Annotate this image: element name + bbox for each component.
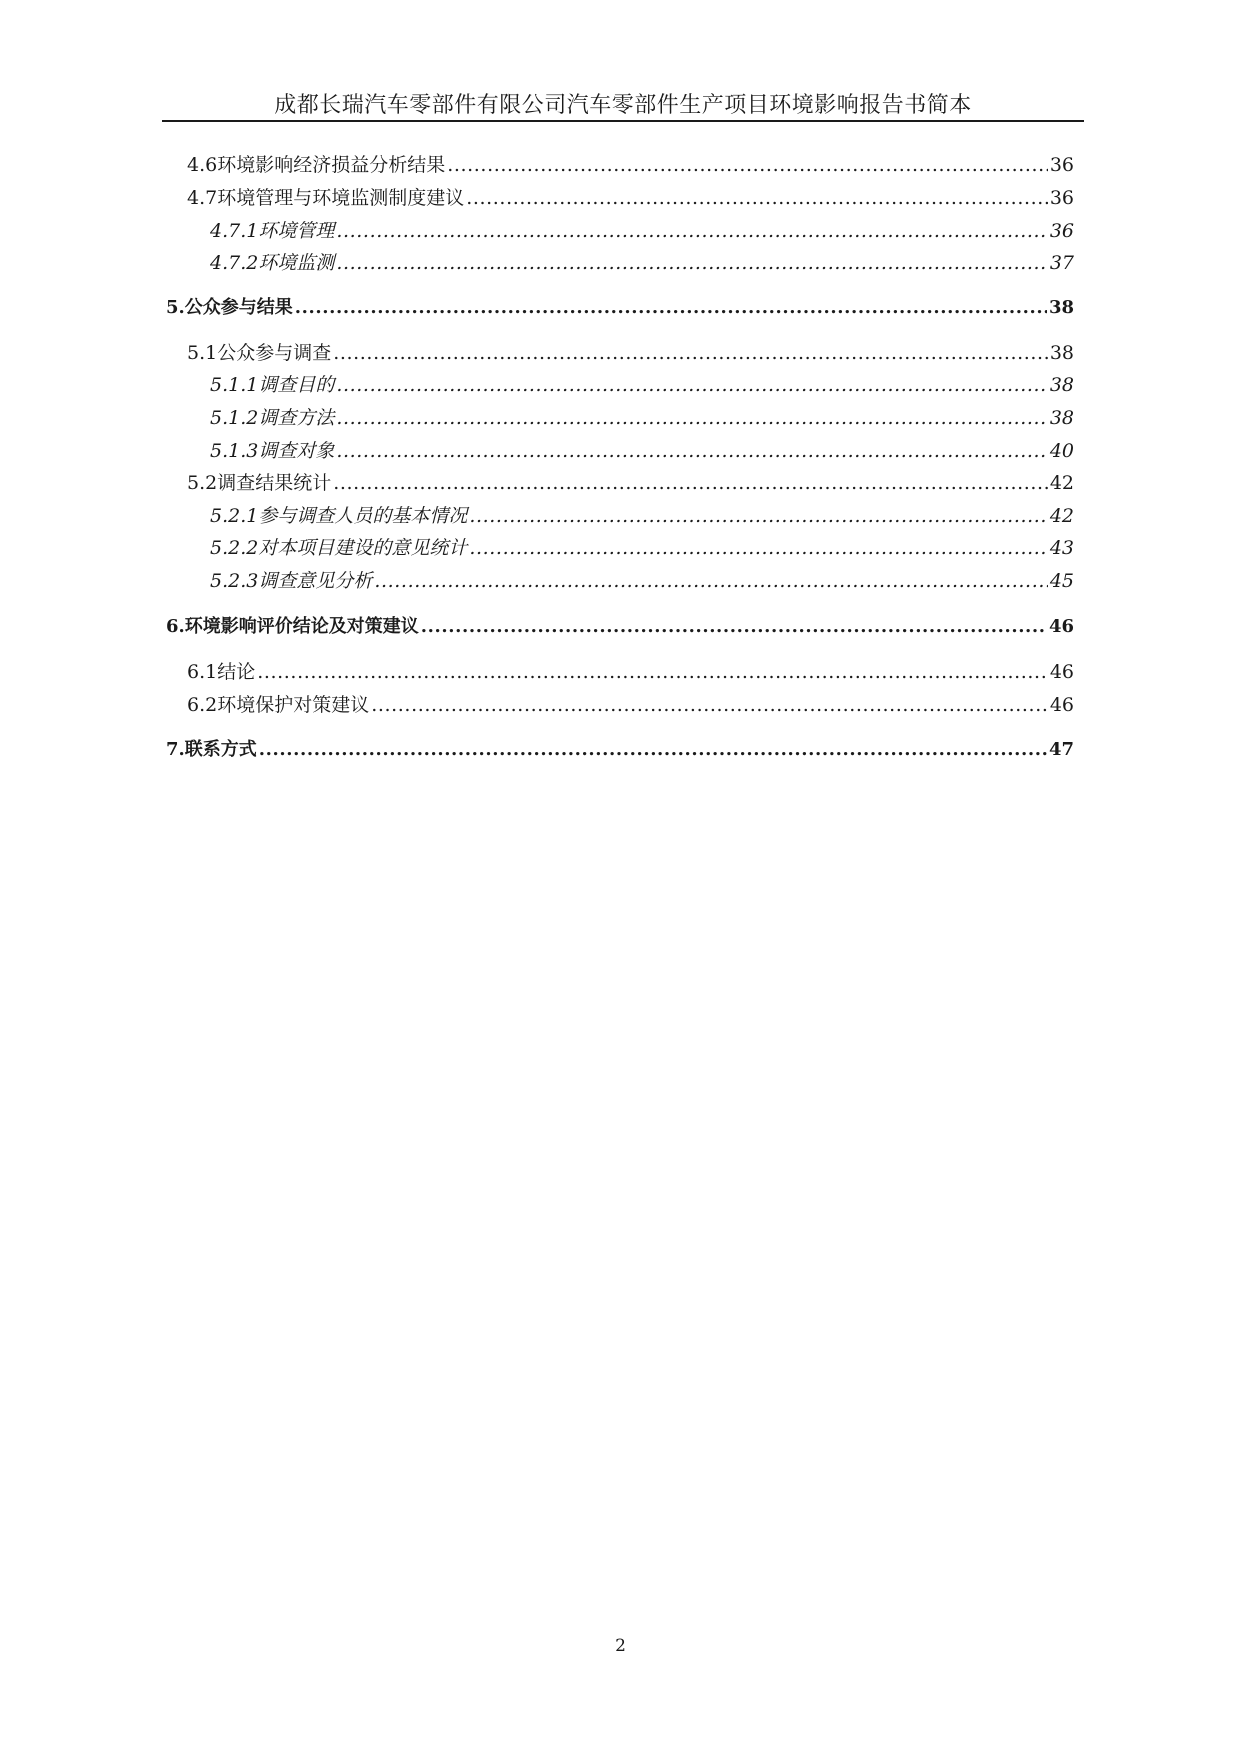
toc-entry-number: 6.1 [187,661,218,683]
toc-entry-page: 36 [1049,154,1074,176]
toc-entry-5-2-3[interactable] [210,569,1074,593]
toc-entry-page: 38 [1049,342,1074,364]
toc-leader-dots [336,373,1047,397]
toc-entry-page: 38 [1049,407,1074,429]
toc-entry-title: 公众参与结果 [184,297,293,318]
toc-entry-page: 43 [1049,537,1074,559]
toc-entry-number: 5.2.3 [210,570,259,592]
toc-entry-title: 环境管理 [258,220,335,242]
toc-entry-5-1-3[interactable] [210,439,1074,463]
toc-entry-title: 环境保护对策建议 [217,694,370,716]
toc-leader-dots [469,504,1047,528]
toc-entry-page: 37 [1049,252,1074,274]
toc-entry-title: 调查对象 [258,440,335,462]
toc-entry-4-7-2[interactable] [210,251,1074,275]
toc-entry-7[interactable] [166,738,1074,762]
toc-entry-4-7-1[interactable] [210,219,1074,243]
running-header: 成都长瑞汽车零部件有限公司汽车零部件生产项目环境影响报告书简本 [274,93,972,118]
toc-entry-title: 调查方法 [258,407,335,429]
toc-entry-4-6[interactable] [187,153,1074,177]
toc-entry-page: 36 [1049,187,1074,209]
toc-entry-page: 38 [1048,297,1074,318]
header-rule [162,120,1084,122]
toc-leader-dots [333,471,1048,495]
toc-leader-dots [336,406,1047,430]
toc-entry-6-2[interactable] [187,693,1074,717]
toc-entry-title: 调查目的 [258,374,335,396]
toc-entry-number: 4.7.2 [210,252,259,274]
toc-entry-title: 联系方式 [184,739,257,760]
toc-leader-dots [371,693,1048,717]
toc-entry-page: 46 [1049,694,1074,716]
toc-entry-number: 5.2.1 [210,505,259,527]
toc-entry-title: 调查结果统计 [217,472,332,494]
toc-entry-title: 环境影响评价结论及对策建议 [184,616,419,637]
toc-entry-5-2-2[interactable] [210,536,1074,560]
toc-entry-number: 5. [166,297,185,318]
toc-entry-6-1[interactable] [187,660,1074,684]
toc-entry-title: 调查意见分析 [258,570,373,592]
toc-entry-number: 5.2.2 [210,537,259,559]
toc-entry-5-2-1[interactable] [210,504,1074,528]
toc-leader-dots [336,219,1047,243]
toc-entry-page: 42 [1049,472,1074,494]
toc-leader-dots [295,296,1047,320]
toc-entry-title: 结论 [217,661,256,683]
toc-entry-title: 环境监测 [258,252,335,274]
toc-entry-page: 46 [1049,661,1074,683]
toc-entry-number: 5.1 [187,342,218,364]
toc-entry-title: 公众参与调查 [217,342,332,364]
toc-leader-dots [469,536,1047,560]
toc-entry-title: 参与调查人员的基本情况 [258,505,468,527]
toc-leader-dots [333,341,1048,365]
toc-entry-number: 4.6 [187,154,218,176]
toc-leader-dots [336,439,1047,463]
toc-entry-5-1-2[interactable] [210,406,1074,430]
toc-leader-dots [447,153,1048,177]
toc-entry-5-1[interactable] [187,341,1074,365]
toc-entry-number: 6.2 [187,694,218,716]
toc-entry-number: 7. [166,739,185,760]
toc-entry-6[interactable] [166,615,1074,639]
toc-entry-4-7[interactable] [187,186,1074,210]
toc-leader-dots [421,615,1047,639]
toc-entry-title: 环境影响经济损益分析结果 [217,154,446,176]
toc-entry-5-2[interactable] [187,471,1074,495]
toc-entry-page: 47 [1048,739,1074,760]
toc-entry-number: 5.2 [187,472,218,494]
toc-entry-title: 环境管理与环境监测制度建议 [217,187,465,209]
toc-entry-number: 4.7 [187,187,218,209]
toc-entry-5-1-1[interactable] [210,373,1074,397]
toc-entry-page: 36 [1049,220,1074,242]
toc-entry-page: 42 [1049,505,1074,527]
toc-entry-page: 45 [1049,570,1074,592]
toc-leader-dots [466,186,1048,210]
toc-entry-number: 6. [166,616,185,637]
toc-leader-dots [257,660,1048,684]
toc-entry-title: 对本项目建设的意见统计 [258,537,468,559]
toc-entry-number: 5.1.2 [210,407,259,429]
page-number: 2 [615,1636,626,1656]
toc-entry-page: 38 [1049,374,1074,396]
toc-entry-page: 46 [1048,616,1074,637]
toc-leader-dots [336,251,1047,275]
toc-leader-dots [259,738,1047,762]
toc-entry-5[interactable] [166,296,1074,320]
toc-entry-page: 40 [1049,440,1074,462]
toc-entry-number: 5.1.1 [210,374,259,396]
toc-leader-dots [374,569,1047,593]
toc-entry-number: 5.1.3 [210,440,259,462]
toc-entry-number: 4.7.1 [210,220,259,242]
